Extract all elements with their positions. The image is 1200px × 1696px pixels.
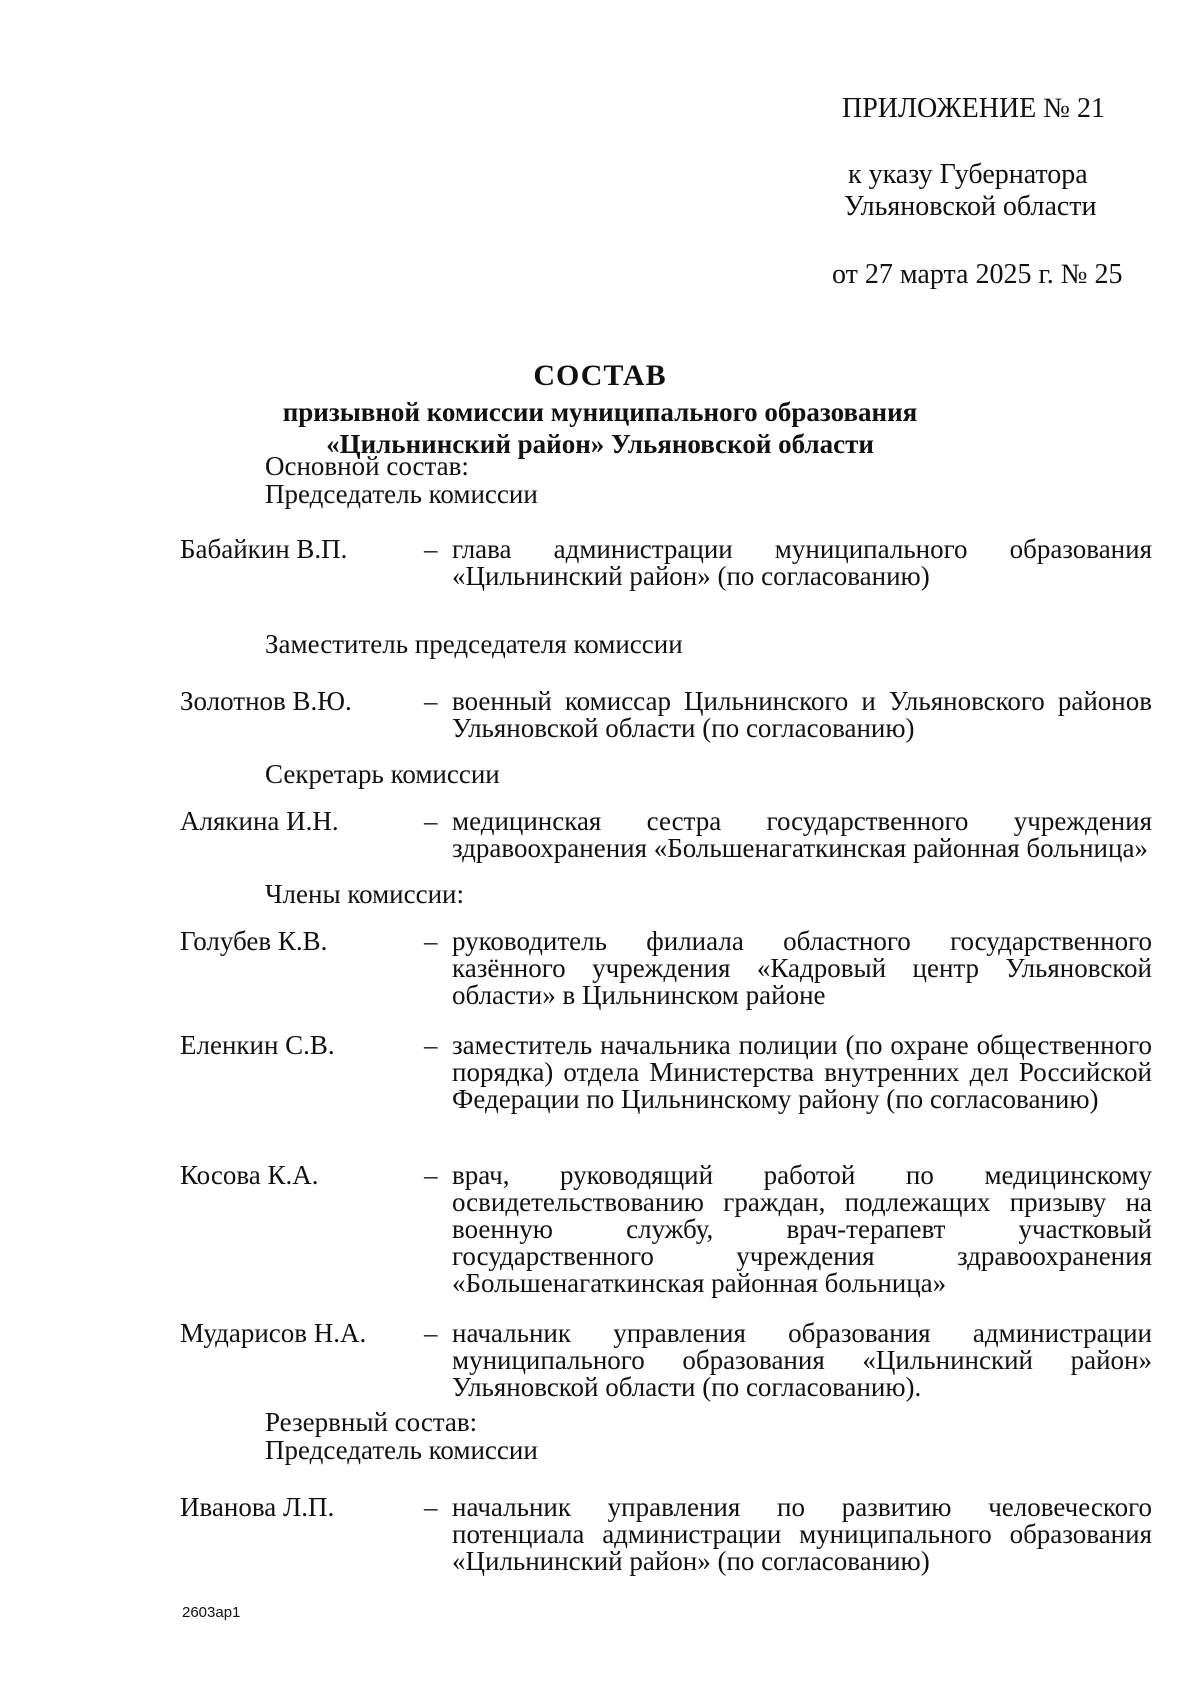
member-name: Иванова Л.П.	[180, 1492, 335, 1522]
member-description: медицинская сестра государственного учреждения здравоохранения «Большенагаткинская районная больница»	[452, 806, 1152, 863]
member-name: Еленкин С.В.	[180, 1030, 335, 1060]
document-title	[180, 356, 1020, 460]
title-line-1: призывной комиссии муниципального образования	[282, 397, 918, 427]
section-members: Члены комиссии:	[265, 879, 464, 909]
member-description: военный комиссар Цильнинского и Ульяновского районов Ульяновской области (по согласованию)	[452, 686, 1152, 743]
member-dash: –	[424, 1492, 438, 1522]
title-line-2: «Цильнинский район» Ульяновской области	[326, 429, 874, 459]
section-main-heading: Основной состав:	[265, 451, 469, 481]
member-dash: –	[424, 806, 438, 836]
member-description: руководитель филиала областного государственного казённого учреждения «Кадровый центр Ульяновской области» в Цильнинском районе	[452, 926, 1152, 1010]
member-name: Мударисов Н.А.	[180, 1318, 367, 1348]
appendix-region: Ульяновской области	[844, 191, 1097, 222]
section-reserve-chairman: Председатель комиссии	[265, 1435, 538, 1465]
appendix-date: от 27 марта 2025 г. № 25	[832, 259, 1123, 290]
member-dash: –	[424, 1160, 438, 1190]
member-description: глава администрации муниципального образования «Цильнинский район» (по согласованию)	[452, 534, 1152, 591]
title-main: СОСТАВ	[533, 359, 667, 392]
appendix-title: ПРИЛОЖЕНИЕ № 21	[842, 93, 1105, 124]
appendix-to: к указу Губернатора	[848, 159, 1088, 190]
member-description: заместитель начальника полиции (по охране общественного порядка) отдела Министерства внутренних дел Российской Федерации по Цильнинскому району (по согласованию)	[452, 1030, 1152, 1114]
member-dash: –	[424, 1030, 438, 1060]
member-name: Косова К.А.	[180, 1160, 319, 1190]
section-chairman: Председатель комиссии	[265, 479, 538, 509]
section-secretary: Секретарь комиссии	[265, 759, 500, 789]
member-name: Алякина И.Н.	[180, 806, 339, 836]
document-code: 2603ap1	[182, 1604, 241, 1621]
member-name: Бабайкин В.П.	[180, 534, 348, 564]
member-name: Голубев К.В.	[180, 926, 328, 956]
section-reserve-heading: Резервный состав:	[265, 1407, 478, 1437]
member-dash: –	[424, 926, 438, 956]
member-description: врач, руководящий работой по медицинскому освидетельствованию граждан, подлежащих призыву на военную службу, врач-терапевт участковый государственного учреждения здравоохранения «Большенагаткинская районная больница»	[452, 1160, 1152, 1298]
section-deputy: Заместитель председателя комиссии	[265, 629, 683, 659]
member-name: Золотнов В.Ю.	[180, 686, 352, 716]
member-description: начальник управления по развитию человеческого потенциала администрации муниципального образования «Цильнинский район» (по согласованию)	[452, 1492, 1152, 1576]
member-dash: –	[424, 686, 438, 716]
member-dash: –	[424, 1318, 438, 1348]
member-description: начальник управления образования администрации муниципального образования «Цильнинский район» Ульяновской области (по согласованию).	[452, 1318, 1152, 1402]
member-dash: –	[424, 534, 438, 564]
